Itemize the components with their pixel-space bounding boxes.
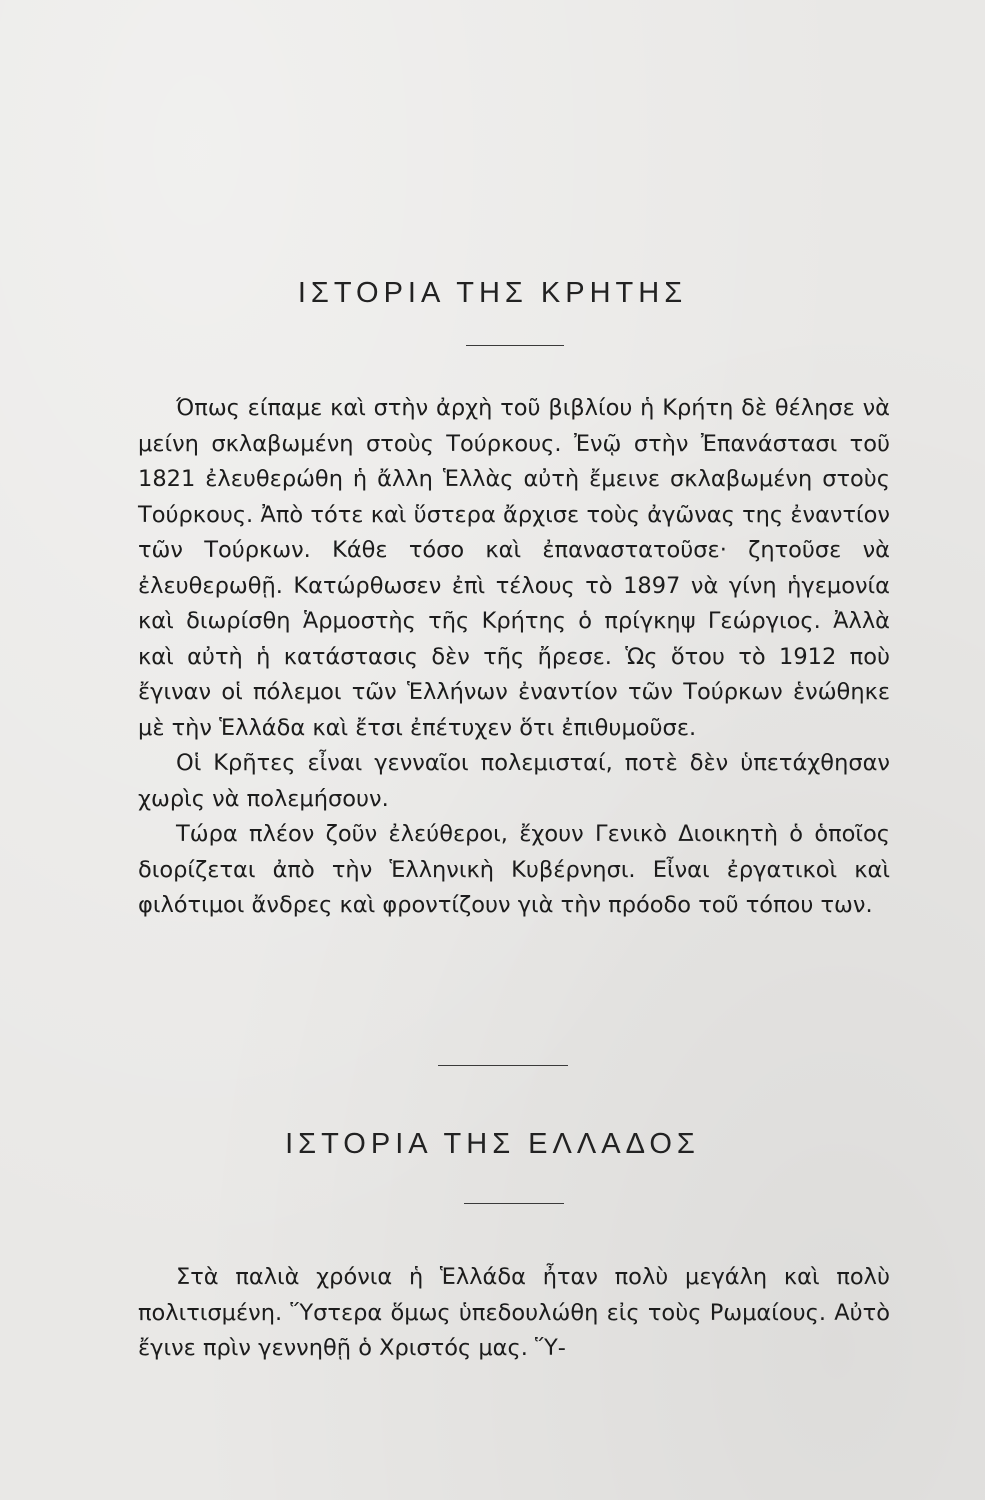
paragraph-greece-1: Στὰ παλιὰ χρόνια ἡ Ἑλλάδα ἦταν πολὺ μεγάλη καὶ πολὺ πολιτισμένη. Ὕστερα ὅμως ὑπεδουλώθη εἰς τοὺς Ρωμαίους. Αὐτὸ ἔγινε πρὶν γεννηθῇ ὁ Χριστός μας. Ὕ- bbox=[138, 1264, 890, 1361]
section-body-crete bbox=[138, 391, 890, 924]
section-title-greece: ΙΣΤΟΡΙΑ ΤΗΣ ΕΛΛΑΔΟΣ bbox=[285, 1128, 700, 1160]
title-rule-crete bbox=[466, 345, 564, 346]
title-rule-greece bbox=[464, 1203, 564, 1204]
section-body-greece bbox=[138, 1260, 890, 1367]
paragraph-crete-3: Τώρα πλέον ζοῦν ἐλεύθεροι, ἔχουν Γενικὸ Διοικητὴ ὁ ὁποῖος διορίζεται ἀπὸ τὴν Ἑλληνικὴ Κυβέρνησι. Εἶναι ἐργατικοὶ καὶ φιλότιμοι ἄνδρες καὶ φροντίζουν γιὰ τὴν πρόοδο τοῦ τόπου των. bbox=[138, 821, 890, 918]
paragraph-crete-1: Όπως είπαμε καὶ στὴν ἀρχὴ τοῦ βιβλίου ἡ Κρήτη δὲ θέλησε νὰ μείνη σκλαβωμένη στοὺς Τούρκους. Ἐνῷ στὴν Ἐπανάστασι τοῦ 1821 ἐλευθερώθη ἡ ἄλλη Ἑλλὰς αὐτὴ ἔμεινε σκλαβωμένη στοὺς Τούρκους. Ἀπὸ τότε καὶ ὕστερα ἄρχισε τοὺς ἀγῶνας της ἐναντίον τῶν Τούρκων. Κάθε τόσο καὶ ἐπαναστατοῦσε· ζητοῦσε νὰ ἐλευθερωθῇ. Κατώρθωσεν ἐπὶ τέλους τὸ 1897 νὰ γίνη ἡγεμονία καὶ διωρίσθη Ἁρμοστὴς τῆς Κρήτης ὁ πρίγκηψ Γεώργιος. Ἀλλὰ καὶ αὐτὴ ἡ κατάστασις δὲν τῆς ἤρεσε. Ὡς ὅτου τὸ 1912 ποὺ ἔγιναν οἱ πόλεμοι τῶν Ἑλλήνων ἐναντίον τῶν Τούρκων ἑνώθηκε μὲ τὴν Ἑλλάδα καὶ ἔτσι ἐπέτυχεν ὅτι ἐπιθυμοῦσε. bbox=[138, 395, 890, 741]
paragraph-crete-2: Οἱ Κρῆτες εἶναι γενναῖοι πολεμισταί, ποτὲ δὲν ὑπετάχθησαν χωρὶς νὰ πολεμήσουν. bbox=[138, 750, 890, 812]
section-title-crete: ΙΣΤΟΡΙΑ ΤΗΣ ΚΡΗΤΗΣ bbox=[297, 277, 688, 309]
section-divider bbox=[438, 1065, 568, 1066]
